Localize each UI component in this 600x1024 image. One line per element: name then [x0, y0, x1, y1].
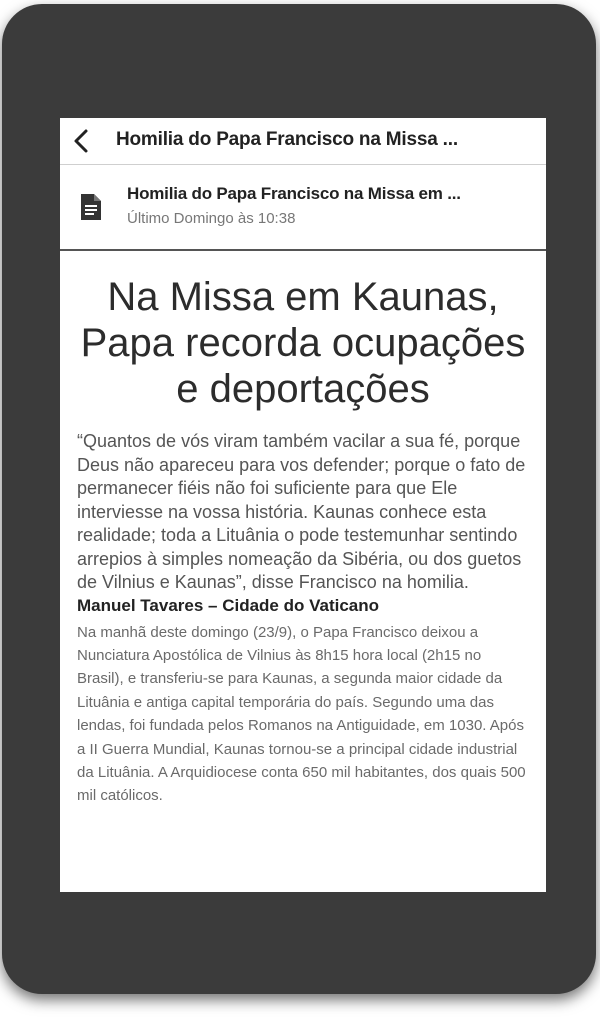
- document-icon: [80, 193, 102, 221]
- article-content: [60, 274, 546, 808]
- chevron-left-icon: [71, 128, 91, 154]
- page-title: Homilia do Papa Francisco na Missa ...: [116, 129, 458, 150]
- article-headline: Na Missa em Kaunas, Papa recorda ocupações e deportações: [80, 275, 526, 411]
- back-button[interactable]: [64, 124, 98, 158]
- article-quote: “Quantos de vós viram também vacilar a sua fé, porque Deus não apareceu para vos defender; porque o fato de permanecer fiéis não foi suficiente para que Ele interviesse na vossa história. Kaunas conhece esta realidade; toda a Lituânia o pode testemunhar sentindo arrepios à simples nomeação da Sibéria, ou dos guetos de Vilnius e Kaunas”, disse Francisco na homilia.: [77, 431, 526, 592]
- navigation-bar: [60, 118, 546, 165]
- device-frame: [2, 4, 596, 994]
- article-byline: Manuel Tavares – Cidade do Vaticano: [77, 595, 380, 615]
- document-title: Homilia do Papa Francisco na Missa em ...: [127, 184, 461, 203]
- document-row[interactable]: [60, 165, 546, 251]
- document-timestamp: Último Domingo às 10:38: [127, 210, 296, 227]
- article-body: Na manhã deste domingo (23/9), o Papa Francisco deixou a Nunciatura Apostólica de Vilnius às 8h15 hora local (2h15 no Brasil), e transferiu-se para Kaunas, a segunda maior cidade da Lituânia e antiga capital temporária do país. Segundo uma das lendas, foi fundada pelos Romanos na Antiguidade, em 1030. Após a II Guerra Mundial, Kaunas tornou-se a principal cidade industrial da Lituânia. A Arquidiocese conta 650 mil habitantes, dos quais 500 mil católicos.: [77, 623, 526, 805]
- screen: [60, 118, 546, 892]
